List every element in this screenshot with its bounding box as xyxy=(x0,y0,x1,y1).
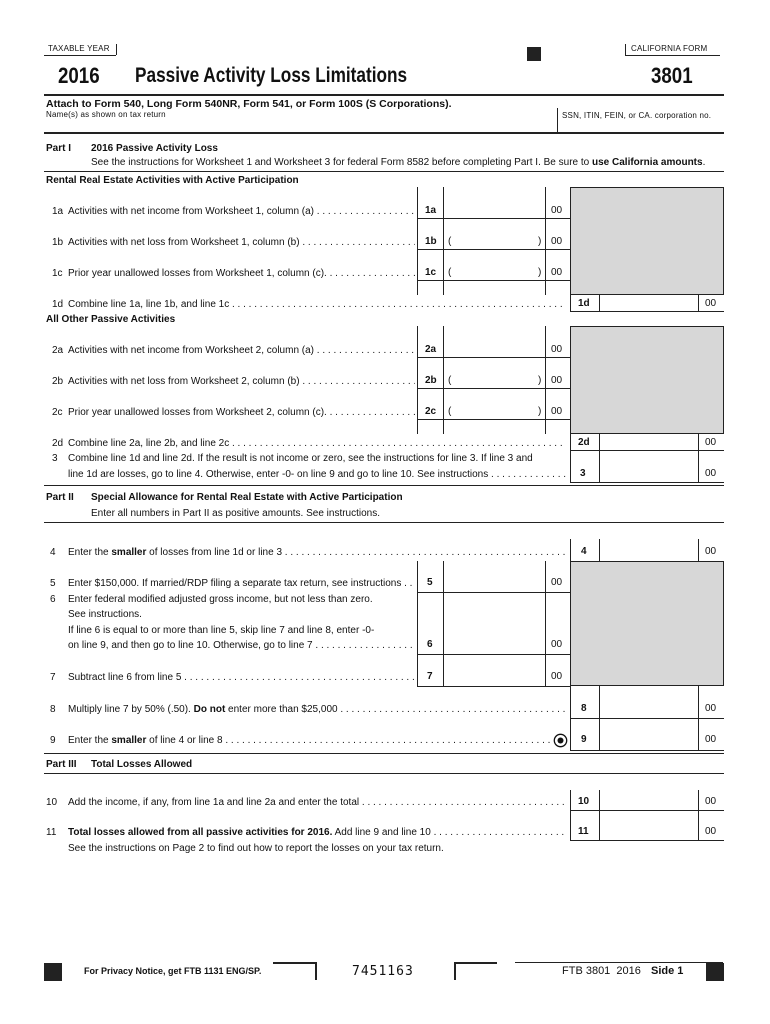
close-paren: ) xyxy=(538,375,542,386)
california-form-label: CALIFORNIA FORM xyxy=(631,44,708,53)
line-2d-num: 2d xyxy=(52,438,64,449)
line-3-cents: 00 xyxy=(705,468,717,479)
rental-heading: Rental Real Estate Activities with Active Participation xyxy=(46,175,299,186)
line-5-amount[interactable] xyxy=(446,575,544,591)
open-paren: ( xyxy=(448,267,452,278)
line-2a-cents: 00 xyxy=(551,344,563,355)
line-2b-text: Activities with net loss from Worksheet 2, column (b) . . . xyxy=(68,375,415,389)
line-5-num: 5 xyxy=(50,578,56,589)
line-2d-cents: 00 xyxy=(705,437,717,448)
line-1c-box: 1c xyxy=(425,267,437,278)
line-2b-amount[interactable] xyxy=(455,372,535,388)
privacy-notice: For Privacy Notice, get FTB 1131 ENG/SP. xyxy=(84,966,262,976)
line-1b-text: Activities with net loss from Worksheet 1, column (b) . . . xyxy=(68,236,415,250)
names-label: Name(s) as shown on tax return xyxy=(46,110,166,119)
line-1c-text: Prior year unallowed losses from Worksheet 1, column (c). . . . xyxy=(68,267,415,281)
line-3-num: 3 xyxy=(52,453,58,464)
line-6-text-3: If line 6 is equal to or more than line 5, skip line 7 and line 8, enter -0- xyxy=(68,625,375,636)
line-6-text-1: Enter federal modified adjusted gross income, but not less than zero. xyxy=(68,594,373,605)
line-2d-box: 2d xyxy=(578,437,590,448)
line-9-cents: 00 xyxy=(705,734,717,745)
line-2c-box: 2c xyxy=(425,406,437,417)
line-8-num: 8 xyxy=(50,704,56,715)
line-4-text: Enter the smaller of losses from line 1d or line 3 . . . xyxy=(68,546,566,560)
close-paren: ) xyxy=(538,236,542,247)
registration-mark xyxy=(706,963,724,981)
line-11-cents: 00 xyxy=(705,826,717,837)
names-field[interactable] xyxy=(46,118,554,132)
line-6-num: 6 xyxy=(50,594,56,605)
line-8-cents: 00 xyxy=(705,703,717,714)
part2-instruction: Enter all numbers in Part II as positive amounts. See instructions. xyxy=(91,508,381,519)
line-5-cents: 00 xyxy=(551,577,563,588)
part1-label: Part I xyxy=(46,143,72,154)
line-3-box: 3 xyxy=(580,468,586,479)
ssn-field[interactable] xyxy=(560,120,722,132)
part3-title: Total Losses Allowed xyxy=(91,759,193,770)
line-2b-box: 2b xyxy=(425,375,437,386)
line-5-box: 5 xyxy=(427,577,433,588)
line-1d-amount[interactable] xyxy=(601,296,697,310)
line-1a-box: 1a xyxy=(425,205,437,216)
part1-instruction: See the instructions for Worksheet 1 and Worksheet 3 for federal Form 8582 before completing Part I. Be sure to use California amounts. xyxy=(91,157,706,168)
line-4-amount[interactable] xyxy=(601,544,697,560)
shaded-area xyxy=(570,561,724,686)
line-9-num: 9 xyxy=(50,735,56,746)
line-1b-amount[interactable] xyxy=(455,233,535,249)
line-1b-cents: 00 xyxy=(551,236,563,247)
part2-title: Special Allowance for Rental Real Estate with Active Participation xyxy=(91,492,403,503)
form-number: 3801 xyxy=(651,63,693,88)
part2-label: Part II xyxy=(46,492,74,503)
line-10-cents: 00 xyxy=(705,796,717,807)
line-1a-amount[interactable] xyxy=(446,202,544,218)
line-10-num: 10 xyxy=(46,797,58,808)
line-8-box: 8 xyxy=(581,703,587,714)
part3-label: Part III xyxy=(46,759,77,770)
tax-year: 2016 xyxy=(58,63,100,88)
line-3-text-1: Combine line 1d and line 2d. If the result is not income or zero, see the instructions for line 3. If line 3 and xyxy=(68,453,533,464)
page-side: Side 1 xyxy=(651,965,684,977)
line-2b-num: 2b xyxy=(52,376,64,387)
line-11-note: See the instructions on Page 2 to find out how to report the losses on your tax return. xyxy=(68,843,444,854)
line-2c-text: Prior year unallowed losses from Worksheet 2, column (c). . . . xyxy=(68,406,415,420)
line-9-text: Enter the smaller of line 4 or line 8 . . . xyxy=(68,734,550,748)
line-6-text-4: on line 9, and then go to line 10. Otherwise, go to line 7 . . . xyxy=(68,639,415,653)
line-2b-cents: 00 xyxy=(551,375,563,386)
part1-title: 2016 Passive Activity Loss xyxy=(91,143,218,154)
shaded-area xyxy=(570,326,724,434)
other-heading: All Other Passive Activities xyxy=(46,314,176,325)
line-5-text: Enter $150,000. If married/RDP filing a separate tax return, see instructions . . . xyxy=(68,577,415,591)
line-7-box: 7 xyxy=(427,671,433,682)
line-1d-text: Combine line 1a, line 1b, and line 1c . . . xyxy=(68,298,566,312)
registration-mark xyxy=(44,963,62,981)
line-1d-cents: 00 xyxy=(705,298,717,309)
line-1d-num: 1d xyxy=(52,299,64,310)
shaded-area xyxy=(570,187,724,295)
line-2a-text: Activities with net income from Worksheet 2, column (a) . . . xyxy=(68,344,415,358)
line-1a-cents: 00 xyxy=(551,205,563,216)
line-10-box: 10 xyxy=(578,796,590,807)
open-paren: ( xyxy=(448,375,452,386)
line-2c-num: 2c xyxy=(52,407,63,418)
bullet-target-icon xyxy=(553,733,568,748)
line-9-box: 9 xyxy=(581,734,587,745)
line-2c-cents: 00 xyxy=(551,406,563,417)
line-10-amount[interactable] xyxy=(601,793,697,809)
line-6-cents: 00 xyxy=(551,639,563,650)
line-7-cents: 00 xyxy=(551,671,563,682)
line-4-num: 4 xyxy=(50,547,56,558)
line-6-text-2: See instructions. xyxy=(68,609,142,620)
line-8-amount[interactable] xyxy=(601,701,697,717)
line-7-amount[interactable] xyxy=(446,669,544,685)
registration-mark xyxy=(527,47,541,61)
line-2d-text: Combine line 2a, line 2b, and line 2c . . . xyxy=(68,437,566,451)
line-1a-text: Activities with net income from Worksheet 1, column (a) . . . xyxy=(68,205,415,219)
line-3-amount[interactable] xyxy=(601,466,697,480)
line-3-text-2: line 1d are losses, go to line 4. Otherwise, enter -0- on line 9 and go to line 10. See instructions . . . xyxy=(68,468,566,482)
line-2a-box: 2a xyxy=(425,344,437,355)
attach-instruction: Attach to Form 540, Long Form 540NR, Form 541, or Form 100S (S Corporations). xyxy=(46,98,452,110)
line-1c-amount[interactable] xyxy=(455,264,535,280)
open-paren: ( xyxy=(448,236,452,247)
line-7-text: Subtract line 6 from line 5 . . . xyxy=(68,671,415,685)
line-2a-amount[interactable] xyxy=(446,341,544,357)
form-reference: FTB 3801 2016 xyxy=(562,965,641,977)
line-4-box: 4 xyxy=(581,546,587,557)
line-7-num: 7 xyxy=(50,672,56,683)
line-11-amount[interactable] xyxy=(601,823,697,839)
line-4-cents: 00 xyxy=(705,546,717,557)
ssn-label: SSN, ITIN, FEIN, or CA. corporation no. xyxy=(562,111,712,120)
line-1b-num: 1b xyxy=(52,237,64,248)
line-1b-box: 1b xyxy=(425,236,437,247)
line-11-num: 11 xyxy=(46,827,57,838)
line-9-amount[interactable] xyxy=(601,732,697,748)
line-6-amount[interactable] xyxy=(446,637,544,653)
line-11-text: Total losses allowed from all passive activities for 2016. Add line 9 and line 10 . . . xyxy=(68,826,566,840)
line-1d-box: 1d xyxy=(578,298,590,309)
line-6-box: 6 xyxy=(427,639,433,650)
line-8-text: Multiply line 7 by 50% (.50). Do not enter more than $25,000 . . . xyxy=(68,703,566,717)
line-11-box: 11 xyxy=(578,826,589,837)
open-paren: ( xyxy=(448,406,452,417)
line-2d-amount[interactable] xyxy=(601,435,697,449)
taxable-year-label: TAXABLE YEAR xyxy=(48,44,110,53)
line-1c-cents: 00 xyxy=(551,267,563,278)
close-paren: ) xyxy=(538,406,542,417)
line-1a-num: 1a xyxy=(52,206,64,217)
line-2a-num: 2a xyxy=(52,345,64,356)
form-code: 7451163 xyxy=(352,964,414,979)
line-1c-num: 1c xyxy=(52,268,63,279)
close-paren: ) xyxy=(538,267,542,278)
line-10-text: Add the income, if any, from line 1a and line 2a and enter the total . . . xyxy=(68,796,566,810)
form-title: Passive Activity Loss Limitations xyxy=(135,64,408,87)
line-2c-amount[interactable] xyxy=(455,403,535,419)
